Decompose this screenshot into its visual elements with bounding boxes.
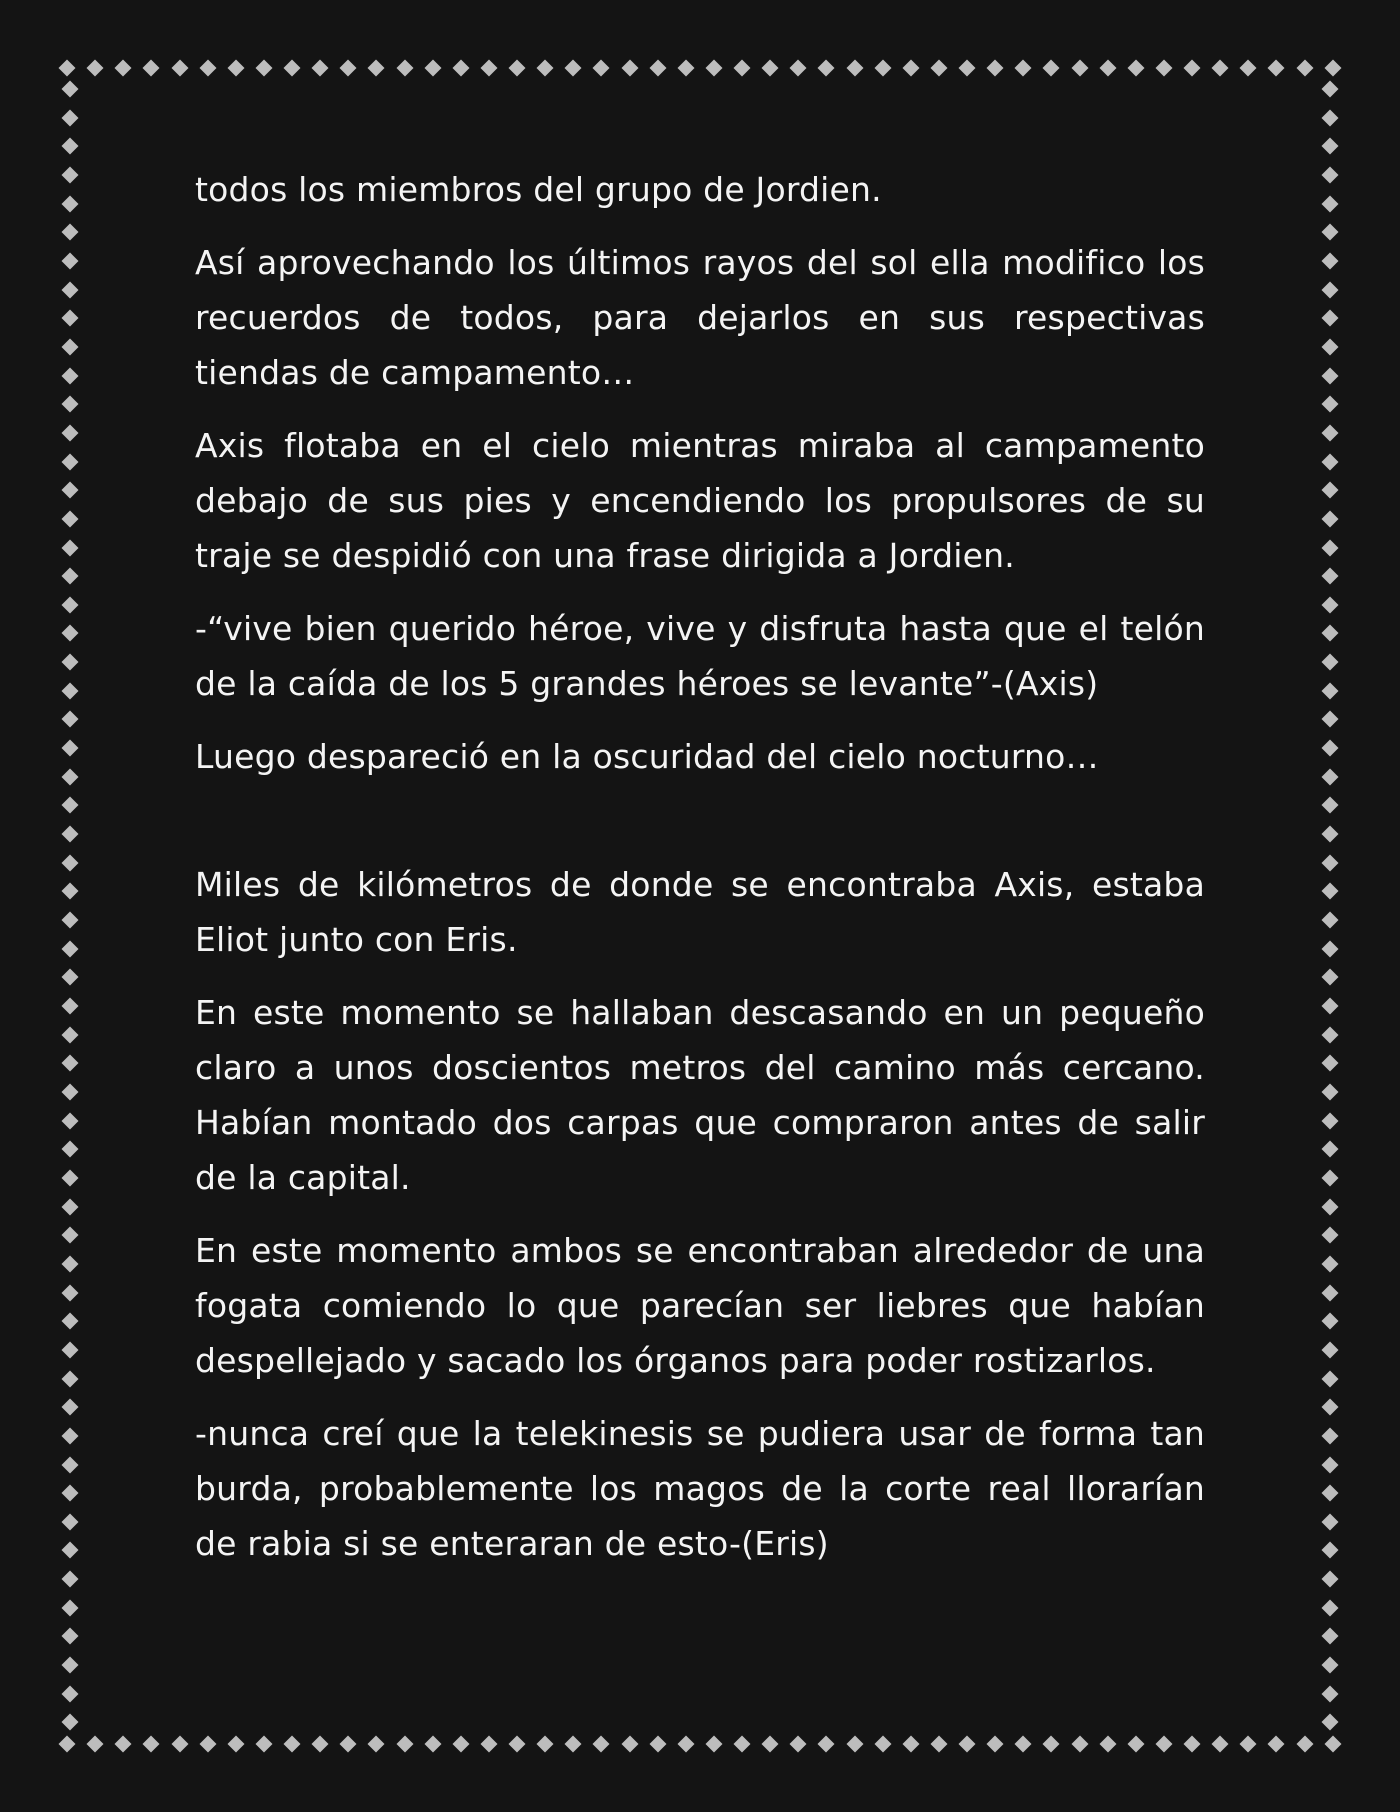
border-diamond <box>199 60 216 77</box>
border-diamond <box>62 138 79 155</box>
border-diamond <box>1322 1485 1339 1502</box>
border-diamond <box>1322 1685 1339 1702</box>
border-diamond <box>62 252 79 269</box>
border-diamond <box>1322 367 1339 384</box>
border-diamond <box>340 60 357 77</box>
border-diamond <box>565 60 582 77</box>
border-diamond <box>143 1736 160 1753</box>
border-diamond <box>874 1736 891 1753</box>
border-diamond <box>62 998 79 1015</box>
border-diamond <box>1212 60 1229 77</box>
border-diamond <box>1043 60 1060 77</box>
border-diamond <box>62 1055 79 1072</box>
border-diamond <box>1015 1736 1032 1753</box>
section-break <box>195 802 1205 857</box>
border-diamond <box>62 1399 79 1416</box>
border-diamond <box>62 1313 79 1330</box>
paragraph: -nunca creí que la telekinesis se pudiera usar de forma tan burda, probablemente los magos de la corte real llorarían de rabia si se enteraran de esto-(Eris) <box>195 1414 1205 1563</box>
border-diamond <box>62 740 79 757</box>
border-diamond <box>705 1736 722 1753</box>
border-diamond <box>1322 109 1339 126</box>
border-diamond <box>143 60 160 77</box>
border-diamond <box>846 60 863 77</box>
border-diamond <box>1043 1736 1060 1753</box>
border-diamond <box>368 60 385 77</box>
border-diamond <box>1296 1736 1313 1753</box>
border-diamond <box>1322 81 1339 98</box>
border-diamond <box>1322 654 1339 671</box>
border-diamond <box>1322 252 1339 269</box>
border-diamond <box>1240 1736 1257 1753</box>
border-diamond <box>677 60 694 77</box>
border-diamond <box>649 1736 666 1753</box>
border-diamond <box>62 1513 79 1530</box>
border-diamond <box>255 1736 272 1753</box>
border-diamond <box>1127 60 1144 77</box>
border-diamond <box>1322 424 1339 441</box>
border-diamond <box>452 1736 469 1753</box>
border-diamond <box>1322 940 1339 957</box>
border-diamond <box>1322 1399 1339 1416</box>
border-diamond <box>1322 138 1339 155</box>
border-diamond <box>1268 60 1285 77</box>
border-diamond <box>930 60 947 77</box>
border-diamond <box>1322 224 1339 241</box>
border-diamond <box>62 1685 79 1702</box>
border-diamond <box>62 510 79 527</box>
border-diamond <box>62 1198 79 1215</box>
border-diamond <box>762 1736 779 1753</box>
border-diamond <box>452 60 469 77</box>
border-diamond <box>1322 1255 1339 1272</box>
border-diamond <box>62 1599 79 1616</box>
border-diamond <box>1322 826 1339 843</box>
border-diamond <box>62 1083 79 1100</box>
border-diamond <box>1322 1657 1339 1674</box>
border-diamond <box>1322 1169 1339 1186</box>
border-diamond <box>537 60 554 77</box>
border-diamond <box>340 1736 357 1753</box>
border-diamond <box>959 60 976 77</box>
border-diamond <box>1322 1427 1339 1444</box>
border-diamond <box>62 224 79 241</box>
border-diamond <box>62 625 79 642</box>
border-diamond <box>1240 60 1257 77</box>
border-diamond <box>62 1169 79 1186</box>
border-diamond <box>59 60 76 77</box>
border-diamond <box>1322 682 1339 699</box>
border-diamond <box>62 883 79 900</box>
border-diamond <box>987 1736 1004 1753</box>
border-diamond <box>62 654 79 671</box>
paragraph: Luego despareció en la oscuridad del cielo nocturno… <box>195 737 1099 776</box>
border-diamond <box>62 81 79 98</box>
border-diamond <box>284 1736 301 1753</box>
border-diamond <box>62 396 79 413</box>
border-diamond <box>1322 1513 1339 1530</box>
border-diamond <box>1071 60 1088 77</box>
border-diamond <box>1296 60 1313 77</box>
border-diamond <box>396 60 413 77</box>
border-diamond <box>62 1141 79 1158</box>
border-diamond <box>846 1736 863 1753</box>
border-diamond <box>1322 166 1339 183</box>
border-diamond <box>62 424 79 441</box>
border-diamond <box>734 1736 751 1753</box>
border-diamond <box>1322 625 1339 642</box>
border-diamond <box>818 60 835 77</box>
border-diamond <box>1322 883 1339 900</box>
paragraph: todos los miembros del grupo de Jordien. <box>195 170 882 209</box>
border-diamond <box>1322 1628 1339 1645</box>
border-diamond <box>1322 1141 1339 1158</box>
border-diamond <box>87 1736 104 1753</box>
border-diamond <box>62 539 79 556</box>
border-diamond <box>1322 1284 1339 1301</box>
paragraph: Axis flotaba en el cielo mientras miraba al campamento debajo de sus pies y encendiendo los propulsores de su traje se despidió con una frase dirigida a Jordien. <box>195 426 1205 575</box>
border-right <box>1318 80 1342 1732</box>
border-diamond <box>1322 912 1339 929</box>
paragraph: -“vive bien querido héroe, vive y disfruta hasta que el telón de la caída de los 5 grandes héroes se levante”-(Axis) <box>195 609 1205 703</box>
border-diamond <box>1268 1736 1285 1753</box>
border-diamond <box>62 826 79 843</box>
border-diamond <box>1322 453 1339 470</box>
border-left <box>58 80 82 1732</box>
border-diamond <box>930 1736 947 1753</box>
border-diamond <box>677 1736 694 1753</box>
border-diamond <box>1212 1736 1229 1753</box>
border-diamond <box>62 596 79 613</box>
border-diamond <box>62 969 79 986</box>
border-diamond <box>62 768 79 785</box>
border-diamond <box>509 1736 526 1753</box>
border-diamond <box>62 310 79 327</box>
border-diamond <box>62 854 79 871</box>
border-diamond <box>62 1456 79 1473</box>
border-diamond <box>902 1736 919 1753</box>
border-diamond <box>1099 1736 1116 1753</box>
border-diamond <box>62 1370 79 1387</box>
border-diamond <box>62 682 79 699</box>
border-diamond <box>396 1736 413 1753</box>
border-diamond <box>1322 310 1339 327</box>
border-diamond <box>115 60 132 77</box>
border-diamond <box>87 60 104 77</box>
border-diamond <box>1322 1456 1339 1473</box>
border-diamond <box>762 60 779 77</box>
border-diamond <box>1324 60 1341 77</box>
border-diamond <box>62 1112 79 1129</box>
border-diamond <box>621 1736 638 1753</box>
border-diamond <box>1322 482 1339 499</box>
border-diamond <box>255 60 272 77</box>
border-diamond <box>1322 338 1339 355</box>
border-diamond <box>62 1485 79 1502</box>
border-diamond <box>171 1736 188 1753</box>
border-diamond <box>312 1736 329 1753</box>
border-diamond <box>1322 1227 1339 1244</box>
border-diamond <box>790 1736 807 1753</box>
border-diamond <box>62 1714 79 1731</box>
border-diamond <box>537 1736 554 1753</box>
border-diamond <box>62 195 79 212</box>
border-diamond <box>480 1736 497 1753</box>
border-diamond <box>62 453 79 470</box>
border-diamond <box>480 60 497 77</box>
border-diamond <box>62 940 79 957</box>
border-diamond <box>1322 1112 1339 1129</box>
border-diamond <box>1184 1736 1201 1753</box>
border-diamond <box>705 60 722 77</box>
border-diamond <box>1322 1055 1339 1072</box>
border-diamond <box>818 1736 835 1753</box>
border-diamond <box>368 1736 385 1753</box>
border-diamond <box>62 281 79 298</box>
border-diamond <box>1322 1026 1339 1043</box>
border-bottom <box>58 1732 1342 1756</box>
border-diamond <box>1322 195 1339 212</box>
border-diamond <box>621 60 638 77</box>
border-diamond <box>1322 1313 1339 1330</box>
border-diamond <box>62 1284 79 1301</box>
border-diamond <box>62 166 79 183</box>
border-diamond <box>424 60 441 77</box>
border-diamond <box>62 711 79 728</box>
border-diamond <box>62 912 79 929</box>
border-top <box>58 56 1342 80</box>
paragraph: En este momento ambos se encontraban alrededor de una fogata comiendo lo que parecían ser liebres que habían despellejado y sacado los órganos para poder rostizarlos. <box>195 1231 1205 1380</box>
border-diamond <box>734 60 751 77</box>
border-diamond <box>1322 854 1339 871</box>
border-diamond <box>62 1427 79 1444</box>
border-diamond <box>312 60 329 77</box>
border-diamond <box>1324 1736 1341 1753</box>
paragraph: En este momento se hallaban descasando en un pequeño claro a unos doscientos metros del camino más cercano. Habían montado dos carpas que compraron antes de salir de la capital. <box>195 993 1205 1197</box>
border-diamond <box>1322 1341 1339 1358</box>
border-diamond <box>1155 1736 1172 1753</box>
border-diamond <box>284 60 301 77</box>
border-diamond <box>62 1227 79 1244</box>
border-diamond <box>1322 1599 1339 1616</box>
border-diamond <box>1322 998 1339 1015</box>
border-diamond <box>62 1255 79 1272</box>
border-diamond <box>874 60 891 77</box>
border-diamond <box>1155 60 1172 77</box>
border-diamond <box>62 1542 79 1559</box>
paragraph: Miles de kilómetros de donde se encontraba Axis, estaba Eliot junto con Eris. <box>195 865 1205 959</box>
border-diamond <box>62 367 79 384</box>
border-diamond <box>1322 510 1339 527</box>
border-diamond <box>1322 1714 1339 1731</box>
border-diamond <box>593 1736 610 1753</box>
border-diamond <box>1322 711 1339 728</box>
border-diamond <box>62 1571 79 1588</box>
border-diamond <box>1099 60 1116 77</box>
border-diamond <box>902 60 919 77</box>
border-diamond <box>62 482 79 499</box>
border-diamond <box>227 60 244 77</box>
border-diamond <box>1322 396 1339 413</box>
border-diamond <box>593 60 610 77</box>
border-diamond <box>1184 60 1201 77</box>
border-diamond <box>1322 768 1339 785</box>
border-diamond <box>171 60 188 77</box>
border-diamond <box>62 338 79 355</box>
border-diamond <box>62 568 79 585</box>
border-diamond <box>987 60 1004 77</box>
border-diamond <box>1322 740 1339 757</box>
border-diamond <box>649 60 666 77</box>
border-diamond <box>1322 1198 1339 1215</box>
border-diamond <box>1322 969 1339 986</box>
border-diamond <box>59 1736 76 1753</box>
border-diamond <box>424 1736 441 1753</box>
border-diamond <box>1322 1571 1339 1588</box>
border-diamond <box>509 60 526 77</box>
border-diamond <box>1322 568 1339 585</box>
border-diamond <box>1322 281 1339 298</box>
border-diamond <box>199 1736 216 1753</box>
border-diamond <box>565 1736 582 1753</box>
page-text <box>195 162 1205 1589</box>
border-diamond <box>62 1628 79 1645</box>
border-diamond <box>1322 1370 1339 1387</box>
border-diamond <box>115 1736 132 1753</box>
border-diamond <box>1322 539 1339 556</box>
border-diamond <box>62 1657 79 1674</box>
border-diamond <box>1015 60 1032 77</box>
border-diamond <box>1322 797 1339 814</box>
border-diamond <box>1071 1736 1088 1753</box>
border-diamond <box>790 60 807 77</box>
border-diamond <box>62 1341 79 1358</box>
border-diamond <box>1322 1542 1339 1559</box>
border-diamond <box>959 1736 976 1753</box>
border-diamond <box>227 1736 244 1753</box>
border-diamond <box>62 797 79 814</box>
border-diamond <box>1127 1736 1144 1753</box>
border-diamond <box>1322 1083 1339 1100</box>
paragraph: Así aprovechando los últimos rayos del sol ella modifico los recuerdos de todos, para dejarlos en sus respectivas tiendas de campamento… <box>195 243 1205 392</box>
border-diamond <box>1322 596 1339 613</box>
border-diamond <box>62 1026 79 1043</box>
border-diamond <box>62 109 79 126</box>
